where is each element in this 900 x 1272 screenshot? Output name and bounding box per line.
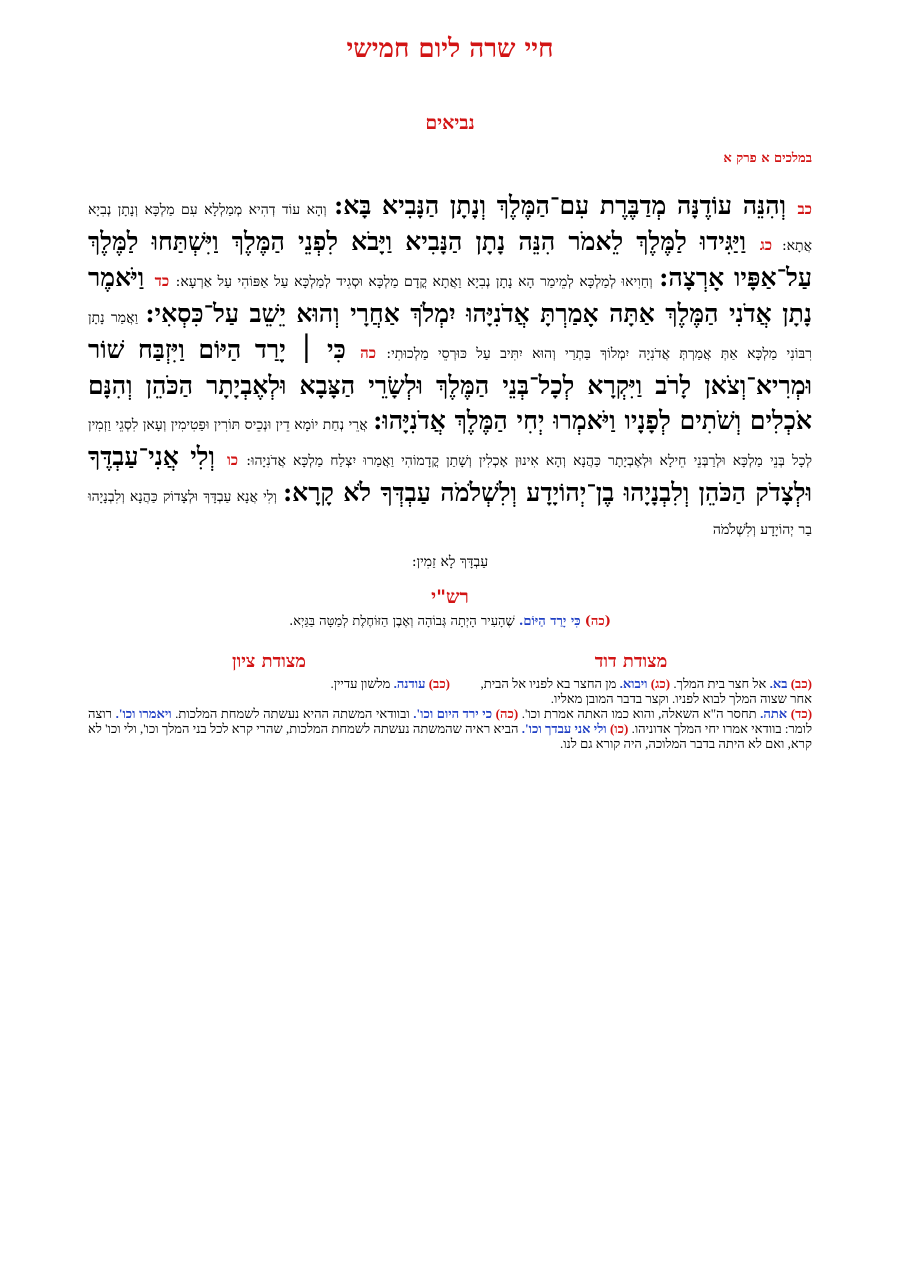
comment-text: מן החצר בא לפניו אל הבית, אחר שצוה המלך לבוא לפניו. וקצר בדבר המובן מאליו. [480,676,812,706]
verse-hebrew: וְהִנֵּה עוֹדֶנָּה מְדַבֶּרֶת עִם־הַמֶּלֶךְ וְנָתָן הַנָּבִיא בָּא: [334,191,787,220]
rashi-title: רש"י [431,586,469,608]
metzudat-david-start [450,676,812,706]
verse-number: כה [360,344,377,362]
rashi-verse-number: (כה) [584,614,611,629]
verse-targum: וְלִי אֲנָא עַבְדָּךְ וּלְצָדוֹק כַּהֲנָא וְלִבְנָיָהוּ בַר יְהוֹיָדָע וְלִשְׁלֹמֹה [88,489,812,538]
verse-hebrew: וַיֹּאמֶר נָתָן אֲדֹנִי הַמֶּלֶךְ אַתָּה אָמַרְתָּ אֲדֹנִיָּהוּ יִמְלֹךְ אַחֲרָי וְהוּא יֵשֵׁב עַל־כִּסְאִי: [88,263,812,328]
metzudat-zion-column [88,651,450,706]
comment-verse-number: (כב) [790,676,812,691]
metzudat-david-continued [88,706,812,751]
comment-text: מלשון עדיין. [330,676,391,691]
main-text [88,190,812,578]
verse-hebrew: וְלִי אֲנִי־עַבְדֶּךָ וּלְצָדֹק הַכֹּהֵן וְלִבְנָיָהוּ בֶן־יְהוֹיָדָע וְלִשְׁלֹמֹה עַבְדְּךָ לֹא קָרָא: [88,442,812,507]
comment-text: רוצה לומר: בוודאי אמרו יחי המלך אדוניהו. [88,706,813,736]
comment-verse-number: (כד) [790,706,813,721]
comment-text: אל חצר בית המלך. [673,676,767,691]
metzudat-david-column [450,651,812,706]
verse-targum: וְחַוִיאוּ לְמַלְכָּא לְמֵימַר הָא נָתָן נְבִיָא וַאֲתָא קֳדָם מַלְכָּא וּסְגִיד לְמַלְכָּא עַל אַפּוֹהִי עַל אַרְעָא: [175,274,653,290]
verse-targum: וַאֲמַר נָתָן רִבּוֹנִי מַלְכָּא אַתְּ אֲמַרְתְּ אֲדֹנִיָה יִמְלוֹךְ בַּתְרַי וְהוּא יִתִּיב עַל כּוּרְסֵי מַלְכוּתִי: [88,310,812,362]
verse-number: כג [759,236,773,254]
comment-dibur: ויבוא. [619,676,648,691]
comment-dibur: עודנה. [393,676,426,691]
comment-text: תחסר ה"א השאלה, והוא כמו האתה אמרת וכו'. [521,706,757,721]
comment-dibur: ולי אני עבדך וכו'. [521,721,607,736]
verse-hebrew: וַיַּגִּידוּ לַמֶּלֶךְ לֵאמֹר הִנֵּה נָתָן הַנָּבִיא וַיָּבֹא לִפְנֵי הַמֶּלֶךְ וַיִּשְׁתַּחוּ לַמֶּלֶךְ עַל־אַפָּיו אָרְצָה: [88,227,812,292]
metzudat-zion-title: מצודת ציון [232,651,306,672]
verse-targum: וְהָא עוֹד דְהִיא מְמַלְלָא עִם מַלְכָּא וְנָתָן נְבִיָא אֲתָא: [88,202,812,254]
comment-dibur: בא. [769,676,788,691]
comment-verse-number: (כה) [495,706,519,721]
verse-hebrew: כִּי ׀ יָרַד הַיּוֹם וַיִּזְבַּח שׁוֹר וּמְרִיא־וְצֹאן לָרֹב וַיִּקְרָא לְכָל־בְּנֵי הַמֶּלֶךְ וּלְשָׂרֵי הַצָּבָא וּלְאֶבְיָתָר הַכֹּהֵן וְהִנָּם אֹכְלִים וְשֹׁתִים לְפָנָיו וַיֹּאמְרוּ יְחִי הַמֶּלֶךְ אֲדֹנִיָּהוּ: [88,335,812,435]
commentary-columns [88,651,812,706]
verse-number: כד [154,272,170,290]
rashi-commentary [88,613,812,629]
comment-verse-number: (כב) [428,676,450,691]
rashi-dibur: כִּי יָרַד הַיּוֹם. [518,614,581,629]
comment-text: הביא ראיה שהמשתה נעשתה לשמחת המלכות, שהרי קרא לכל בני המלך וכו', ולי וכו' לא קרא, ואם לא היתה בדבר המלוכה, היה קורא גם לנו. [88,721,812,751]
comment-dibur: ויאמרו וכו'. [115,706,172,721]
comment-text: ובוודאי המשתה ההיא נעשתה לשמחת המלכות. [175,706,410,721]
comment-dibur: אתה. [760,706,788,721]
verse-number: כב [797,200,812,218]
verse-number: כו [226,451,239,469]
rashi-text: שֶׁהָעִיר הָיְתָה גְּבוֹהָה וְאֶבֶן הַזּוֹחֶלֶת לְמַטָּה בַּגַּיְא. [289,614,515,629]
chapter-reference: במלכים א פרק א [723,151,812,166]
metzudat-david-title: מצודת דוד [594,651,668,672]
verse-targum: אֲרֵי נְחַת יוֹמָא דֵין וּנְכֵיס תּוֹרִין וּפַטִימִין וְעָאן לִסְגֵי וַזְמִין לְכָל בְּנֵי מַלְכָּא וּלְרַבְּנֵי חֵילָא וּלְאֶבְיָתָר כַּהֲנָא וְהָא אִינוּן אָכְלִין וְשָׁתַן קֳדָמוֹהִי וַאֲמַרוּ יִצְלַח מַלְכָּא אֲדֹנִיָהוּ: [88,417,812,469]
comment-verse-number: (כו) [609,721,629,736]
section-title: נביאים [425,112,475,134]
verse-targum-end: עַבְדָּךְ לָא זַמִין: [411,554,489,570]
comment-verse-number: (כג) [650,676,671,691]
page-title: חיי שרה ליום חמישי [346,34,554,64]
metzudat-zion-body [88,676,450,691]
comment-dibur: כי ירד היום וכו'. [413,706,493,721]
